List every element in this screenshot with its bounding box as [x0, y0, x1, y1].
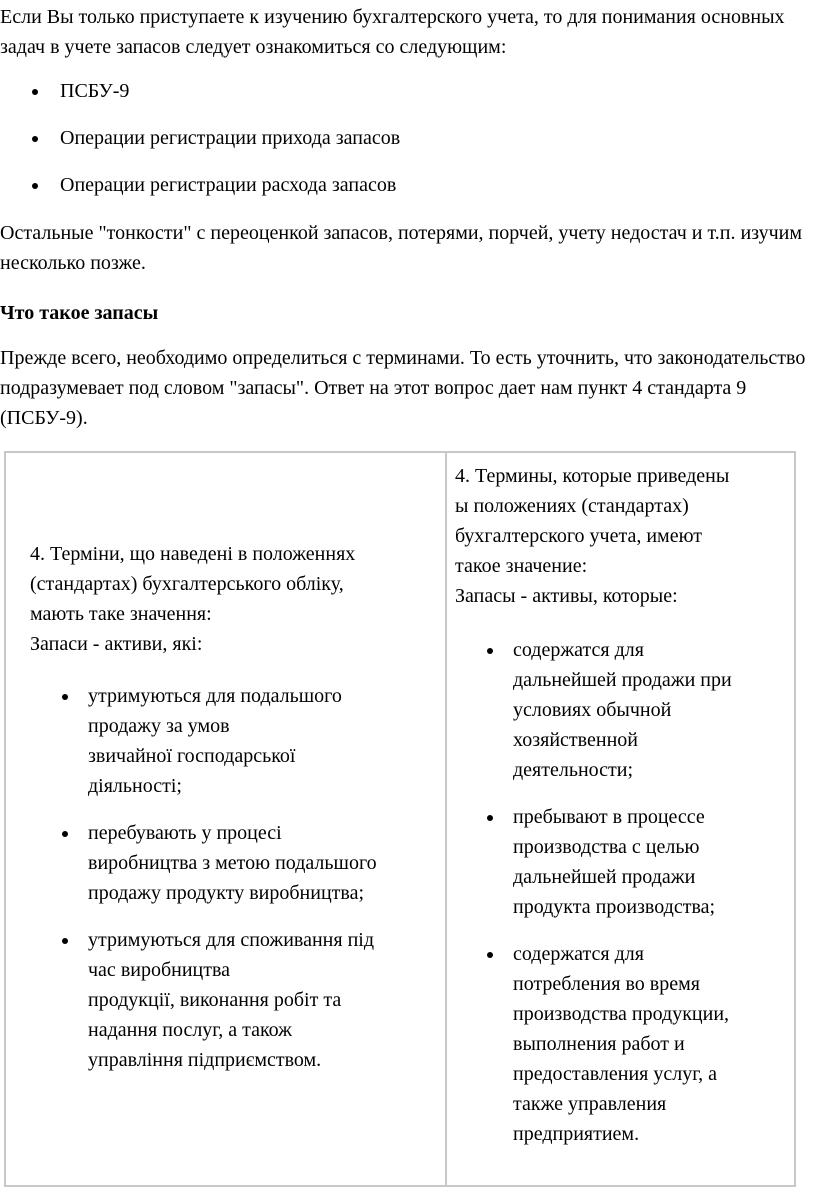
text-line: Запаси - активи, які: [30, 633, 203, 655]
rest-paragraph: Остальные "тонкости" с переоценкой запасов, потерями, порчей, учету недостач и т.п. изучим несколько позже. [0, 222, 803, 274]
russian-column [447, 453, 794, 1185]
text-line: управління підприємством. [88, 1049, 322, 1071]
text-line: перебувають у процесі [88, 822, 282, 844]
text-line: час виробництва [88, 959, 231, 981]
list-item [30, 818, 430, 908]
list-item: Операции регистрации расхода запасов [0, 170, 400, 217]
text-line: выполнения работ и [513, 1033, 685, 1055]
text-line: деятельности; [513, 759, 634, 781]
text-line: дальнейшей продажи [513, 866, 696, 888]
list-item [30, 681, 430, 801]
text-line: содержатся для [513, 943, 644, 965]
text-line: Запасы - активы, которые: [455, 585, 678, 607]
text-line: 4. Термины, которые приведены [455, 465, 730, 487]
list-item [30, 925, 430, 1075]
list-item [455, 802, 785, 922]
list-item: ПСБУ-9 [0, 76, 400, 123]
text-line: бухгалтерского учета, имеют [455, 525, 703, 547]
text-line: звичайної господарської [88, 745, 296, 767]
text-line: производства продукции, [513, 1003, 730, 1025]
text-line: предприятием. [513, 1123, 640, 1145]
text-line: продажу продукту виробництва; [88, 882, 365, 904]
list-item [455, 635, 785, 785]
text-line: также управления [513, 1093, 667, 1115]
text-line: (стандартах) бухгалтерського обліку, [30, 573, 344, 595]
study-topics-list [0, 76, 400, 217]
text-line: діяльності; [88, 775, 182, 797]
ukrainian-items-list [30, 681, 430, 1092]
russian-items-list [455, 635, 785, 1166]
text-line: 4. Терміни, що наведені в положеннях [30, 543, 356, 565]
text-line: дальнейшей продажи при [513, 669, 732, 691]
text-line: производства с целью [513, 836, 700, 858]
terms-intro-paragraph: Прежде всего, необходимо определиться с терминами. То есть уточнить, что законодательство подразумевает под словом "запасы". Ответ на этот вопрос дает нам пункт 4 стандарта 9 (ПСБУ-9). [0, 347, 806, 429]
ukrainian-column [6, 453, 447, 1185]
text-line: хозяйственной [513, 729, 638, 751]
text-line: предоставления услуг, а [513, 1063, 718, 1085]
text-line: продажу за умов [88, 715, 230, 737]
ukrainian-definition-head [30, 539, 440, 659]
text-line: утримуються для подальшого [88, 685, 342, 707]
terms-table [4, 451, 796, 1187]
text-line: пребывают в процессе [513, 806, 705, 828]
list-item: Операции регистрации прихода запасов [0, 123, 400, 170]
text-line: продукції, виконання робіт та [88, 989, 342, 1011]
russian-definition-head [455, 461, 785, 611]
intro-paragraph: Если Вы только приступаете к изучению бухгалтерского учета, то для понимания основных задач в учете запасов следует ознакомиться со следующим: [0, 6, 785, 58]
section-heading: Что такое запасы [0, 302, 159, 324]
text-line: виробництва з метою подальшого [88, 852, 377, 874]
text-line: продукта производства; [513, 896, 716, 918]
text-line: потребления во время [513, 973, 700, 995]
text-line: надання послуг, а також [88, 1019, 293, 1041]
text-line: такое значение: [455, 555, 588, 577]
text-line: содержатся для [513, 639, 644, 661]
text-line: мають таке значення: [30, 603, 212, 625]
text-line: условиях обычной [513, 699, 672, 721]
text-line: утримуються для споживання під [88, 929, 375, 951]
list-item [455, 939, 785, 1149]
text-line: ы положениях (стандартах) [455, 495, 689, 517]
